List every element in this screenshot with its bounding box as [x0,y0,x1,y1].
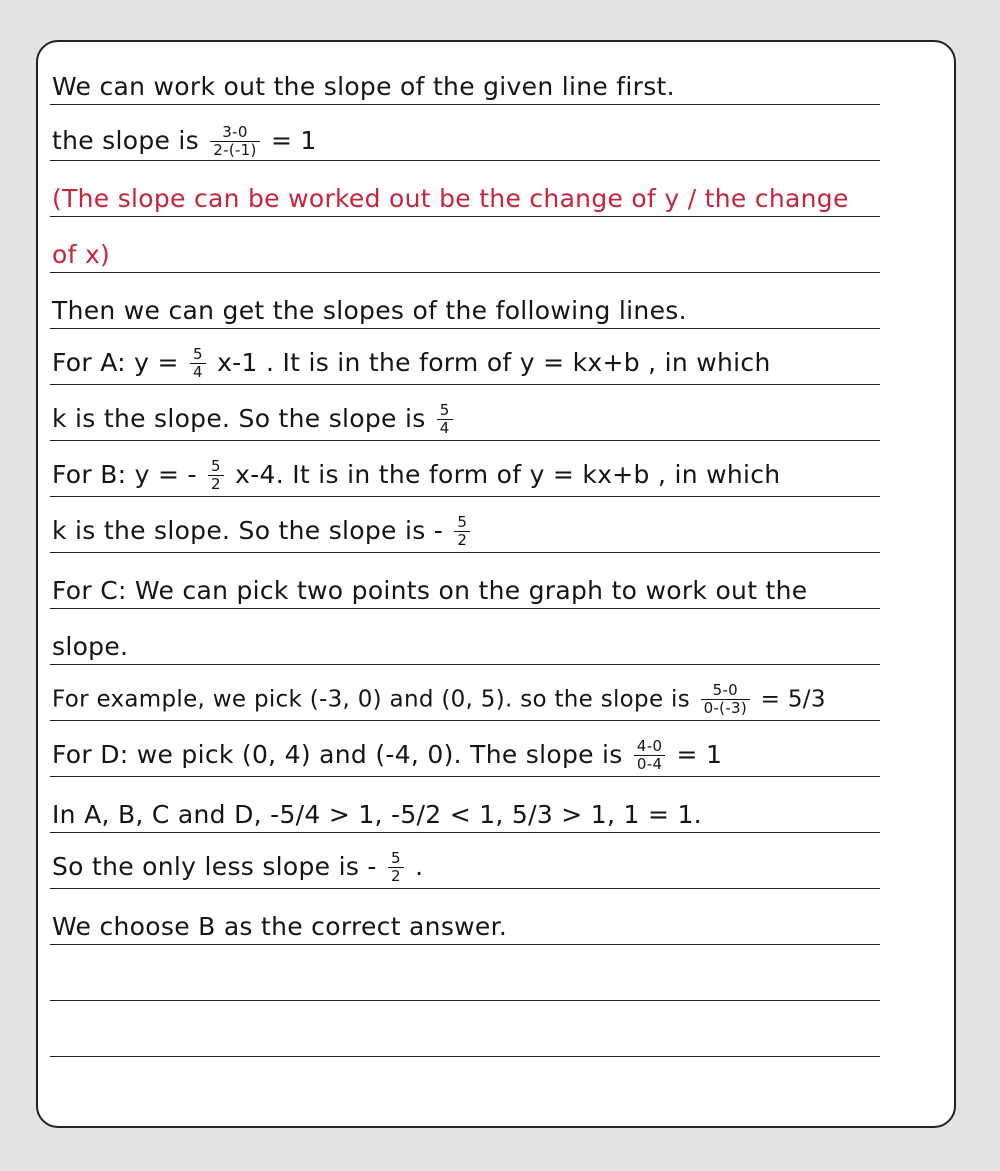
text-line: For example, we pick (-3, 0) and (0, 5). so the slope is $\frac{5-0}{0-(-3)}$ = 5/3 [52,681,826,718]
text-line: k is the slope. So the slope is - $\frac{5}{2}$ [52,514,892,550]
fraction: $\frac{4-0}{0-4}$ [634,738,665,774]
fraction: $\frac{5}{4}$ [190,346,206,382]
text-line: For B: y = - $\frac{5}{2}$ x-4. It is in the form of y = kx+b , in which [52,457,781,494]
text-line: the slope is $\frac{3-0}{2-(-1)}$ = 1 [52,123,317,160]
text-line: k is the slope. So the slope is $\frac{5}{4}$ [52,402,892,438]
ruled-line [50,160,880,161]
ruled-line [50,104,880,105]
fraction: $\frac{5}{2}$ [208,458,224,494]
fraction: $\frac{5}{4}$ [437,402,453,438]
text-line: For D: we pick (0, 4) and (-4, 0). The slope is $\frac{4-0}{0-4}$ = 1 [52,737,723,774]
ruled-line [50,776,880,777]
ruled-line [50,216,880,217]
text-line: So the only less slope is - $\frac{5}{2}$ . [52,849,424,886]
fraction: $\frac{3-0}{2-(-1)}$ [210,124,259,160]
ruled-line [50,888,880,889]
fraction: $\frac{5-0}{0-(-3)}$ [701,682,750,718]
ruled-line [50,608,880,609]
text-line: slope. [52,632,129,661]
fraction: $\frac{5}{2}$ [388,850,404,886]
ruled-line [50,328,880,329]
ruled-line [50,1000,880,1001]
ruled-line [50,944,880,945]
ruled-line [50,552,880,553]
ruled-line [50,272,880,273]
ruled-line [50,384,880,385]
text-line: For A: y = $\frac{5}{4}$ x-1 . It is in the form of y = kx+b , in which [52,345,771,382]
text-line: In A, B, C and D, -5/4 > 1, -5/2 < 1, 5/3 > 1, 1 = 1. [52,800,702,829]
answer-line: We choose B as the correct answer. [52,912,508,941]
fraction: $\frac{5}{2}$ [454,514,470,550]
ruled-line [50,720,880,721]
note-line: (The slope can be worked out be the change of y / the change [52,184,849,213]
text-line: We can work out the slope of the given line first. [52,72,675,101]
ruled-line [50,496,880,497]
text-line: For C: We can pick two points on the graph to work out the [52,576,808,605]
text-line: Then we can get the slopes of the following lines. [52,296,687,325]
ruled-line [50,664,880,665]
ruled-line [50,440,880,441]
note-line: of x) [52,240,111,269]
ruled-line [50,832,880,833]
ruled-line [50,1056,880,1057]
